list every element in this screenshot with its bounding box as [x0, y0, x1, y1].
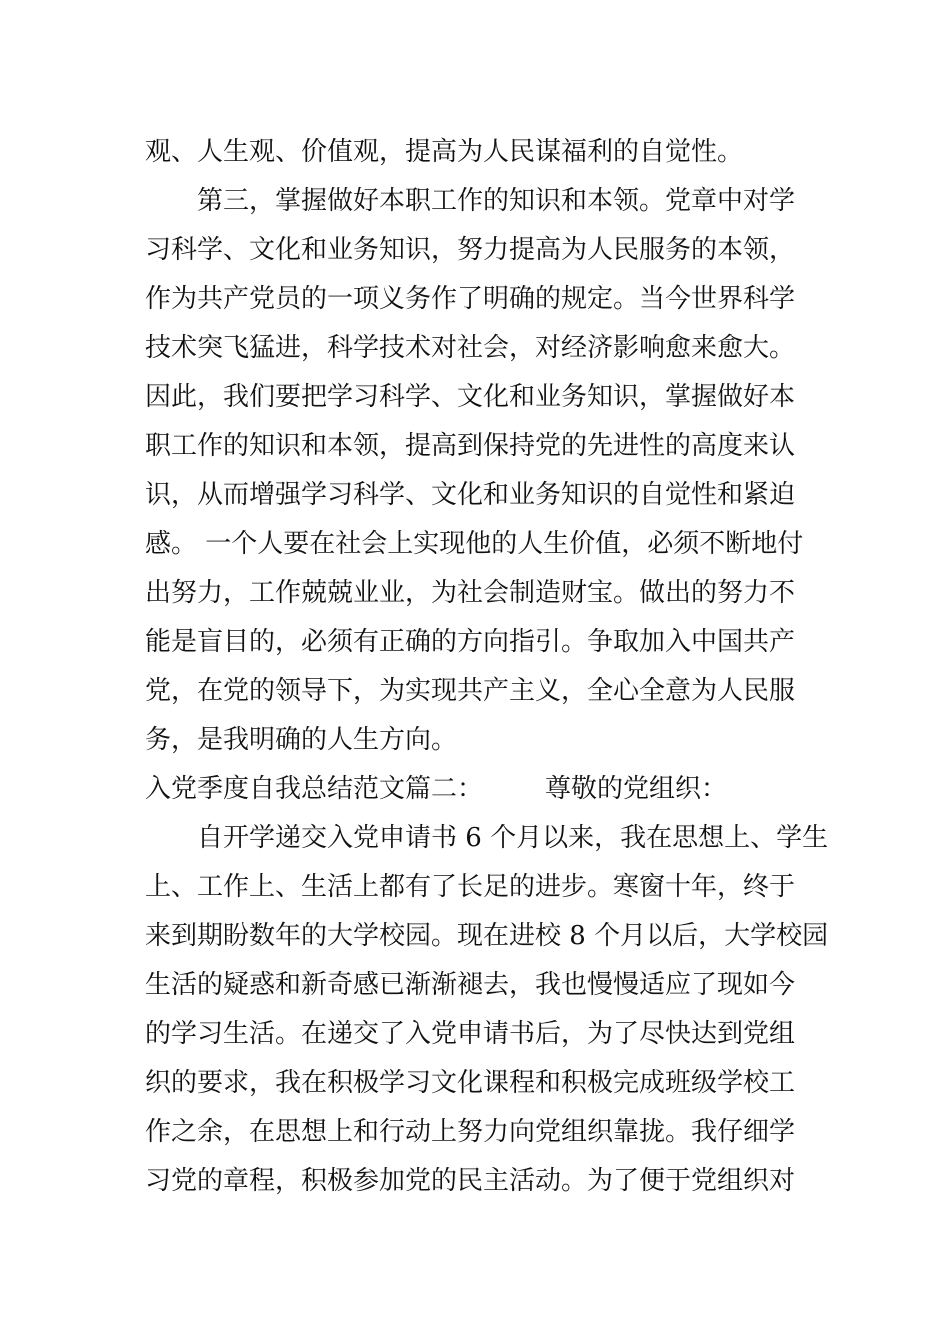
text-line: 技术突飞猛进，科学技术对社会，对经济影响愈来愈大。: [145, 333, 796, 363]
text-line: 上、工作上、生活上都有了长足的进步。寒窗十年，终于: [145, 872, 796, 902]
text-line: 能是盲目的，必须有正确的方向指引。争取加入中国共产: [145, 627, 796, 657]
text-line: 因此，我们要把学习科学、文化和业务知识，掌握做好本: [145, 382, 796, 412]
section-heading: [145, 765, 815, 814]
text-line: 的学习生活。在递交了入党申请书后，为了尽快达到党组: [145, 1019, 796, 1049]
text-line: 感。 一个人要在社会上实现他的人生价值，必须不断地付: [145, 529, 804, 559]
text-line: 来到期盼数年的大学校园。现在进校 8 个月以后，大学校园: [145, 921, 829, 951]
text-line: 职工作的知识和本领，提高到保持党的先进性的高度来认: [145, 431, 796, 461]
text-line: 党，在党的领导下，为实现共产主义，全心全意为人民服: [145, 676, 796, 706]
text-line: 出努力，工作兢兢业业，为社会制造财宝。做出的努力不: [145, 578, 796, 608]
document-body: [145, 128, 829, 1206]
text-line: 作为共产党员的一项义务作了明确的规定。当今世界科学: [145, 284, 796, 314]
text-line: 识，从而增强学习科学、文化和业务知识的自觉性和紧迫: [145, 480, 796, 510]
text-line: 自开学递交入党申请书 6 个月以来，我在思想上、学生: [197, 823, 829, 853]
section-title: 入党季度自我总结范文篇二：: [145, 774, 484, 804]
text-line: 生活的疑惑和新奇感已渐渐褪去，我也慢慢适应了现如今: [145, 970, 796, 1000]
text-line: 习党的章程，积极参加党的民主活动。为了便于党组织对: [145, 1166, 796, 1196]
text-line: 务，是我明确的人生方向。: [145, 725, 458, 755]
salutation: 尊敬的党组织：: [545, 774, 728, 804]
text-line: 第三，掌握做好本职工作的知识和本领。党章中对学: [197, 186, 796, 216]
text-line: 织的要求，我在积极学习文化课程和积极完成班级学校工: [145, 1068, 796, 1098]
text-line: 观、人生观、价值观，提高为人民谋福利的自觉性。: [145, 137, 744, 167]
text-line: 作之余，在思想上和行动上努力向党组织靠拢。我仔细学: [145, 1117, 796, 1147]
text-line: 习科学、文化和业务知识，努力提高为人民服务的本领，: [145, 235, 796, 265]
